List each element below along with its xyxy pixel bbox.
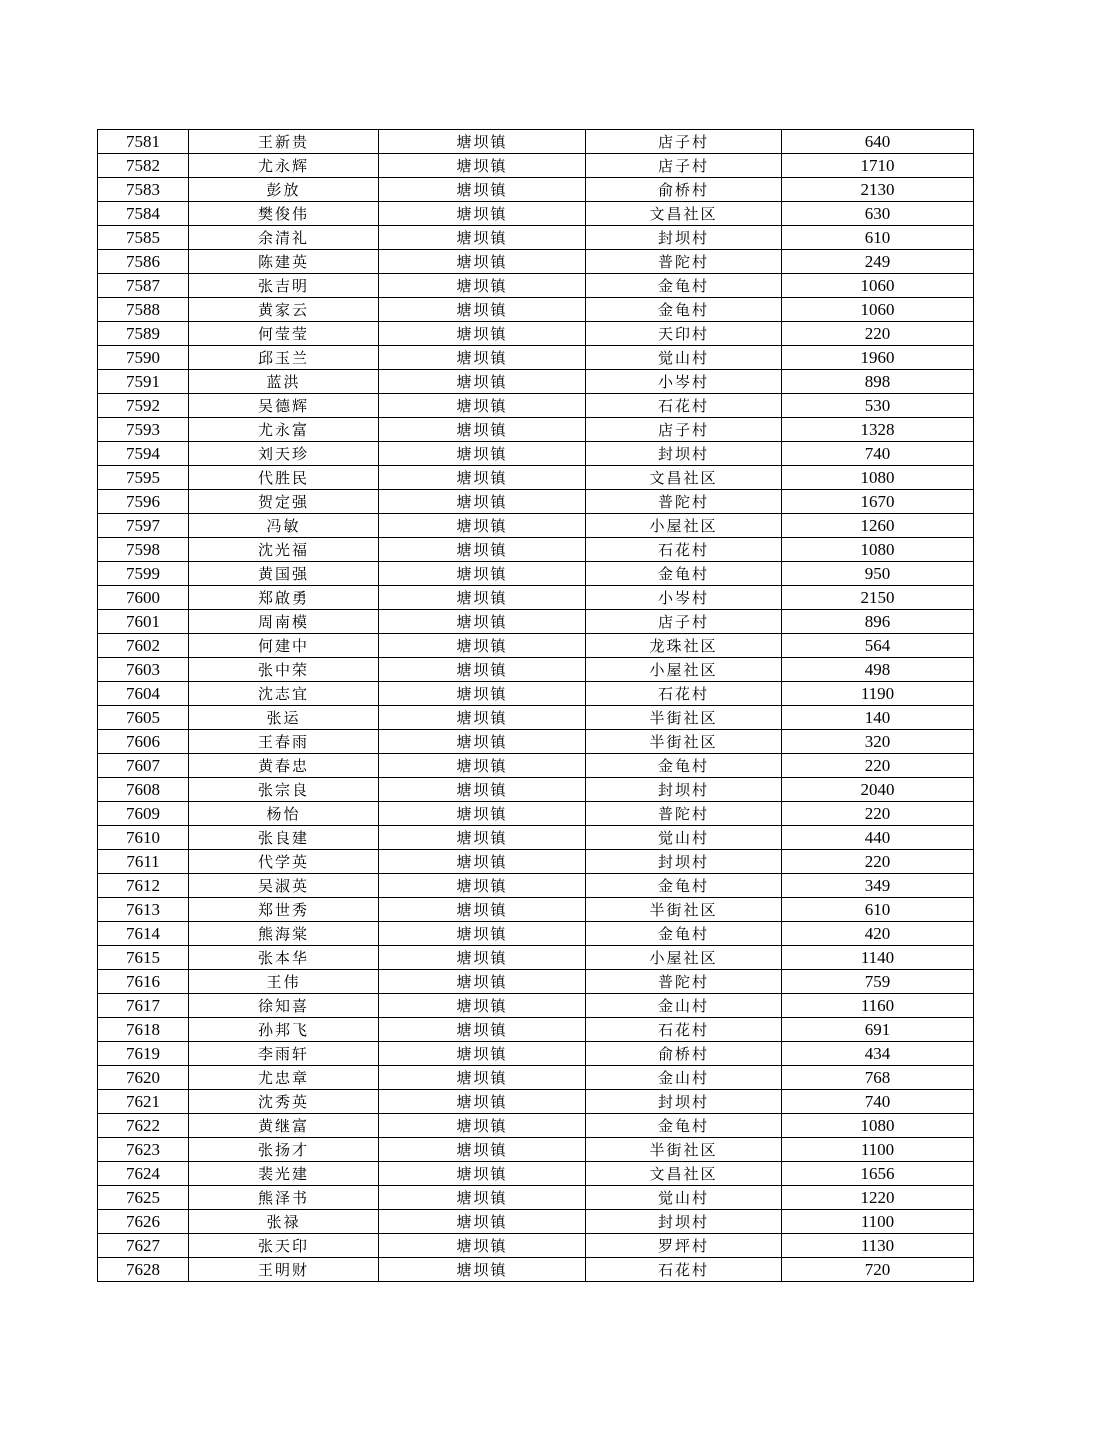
amount-cell: 564 bbox=[782, 634, 974, 658]
amount-cell: 1060 bbox=[782, 274, 974, 298]
table-row bbox=[98, 202, 974, 226]
person-name-cell: 黄继富 bbox=[189, 1114, 379, 1138]
row-number-cell: 7598 bbox=[98, 538, 189, 562]
table-row bbox=[98, 322, 974, 346]
person-name-cell: 周南模 bbox=[189, 610, 379, 634]
amount-cell: 1190 bbox=[782, 682, 974, 706]
village-cell: 金龟村 bbox=[586, 1114, 782, 1138]
town-cell: 塘坝镇 bbox=[379, 490, 586, 514]
table-row bbox=[98, 610, 974, 634]
amount-cell: 720 bbox=[782, 1258, 974, 1282]
village-cell: 文昌社区 bbox=[586, 202, 782, 226]
amount-cell: 220 bbox=[782, 754, 974, 778]
town-cell: 塘坝镇 bbox=[379, 850, 586, 874]
table-row bbox=[98, 298, 974, 322]
row-number-cell: 7600 bbox=[98, 586, 189, 610]
row-number-cell: 7625 bbox=[98, 1186, 189, 1210]
person-name-cell: 张扬才 bbox=[189, 1138, 379, 1162]
amount-cell: 140 bbox=[782, 706, 974, 730]
town-cell: 塘坝镇 bbox=[379, 1042, 586, 1066]
village-cell: 店子村 bbox=[586, 130, 782, 154]
person-name-cell: 郑啟勇 bbox=[189, 586, 379, 610]
town-cell: 塘坝镇 bbox=[379, 1090, 586, 1114]
table-row bbox=[98, 178, 974, 202]
amount-cell: 249 bbox=[782, 250, 974, 274]
amount-cell: 1160 bbox=[782, 994, 974, 1018]
amount-cell: 1080 bbox=[782, 538, 974, 562]
person-name-cell: 王伟 bbox=[189, 970, 379, 994]
table-row bbox=[98, 490, 974, 514]
town-cell: 塘坝镇 bbox=[379, 226, 586, 250]
person-name-cell: 徐知喜 bbox=[189, 994, 379, 1018]
table-row bbox=[98, 754, 974, 778]
row-number-cell: 7620 bbox=[98, 1066, 189, 1090]
person-name-cell: 吴淑英 bbox=[189, 874, 379, 898]
village-cell: 石花村 bbox=[586, 538, 782, 562]
town-cell: 塘坝镇 bbox=[379, 994, 586, 1018]
amount-cell: 691 bbox=[782, 1018, 974, 1042]
row-number-cell: 7624 bbox=[98, 1162, 189, 1186]
row-number-cell: 7616 bbox=[98, 970, 189, 994]
row-number-cell: 7587 bbox=[98, 274, 189, 298]
row-number-cell: 7617 bbox=[98, 994, 189, 1018]
row-number-cell: 7597 bbox=[98, 514, 189, 538]
village-cell: 小岑村 bbox=[586, 370, 782, 394]
row-number-cell: 7608 bbox=[98, 778, 189, 802]
town-cell: 塘坝镇 bbox=[379, 178, 586, 202]
village-cell: 普陀村 bbox=[586, 802, 782, 826]
table-row bbox=[98, 1186, 974, 1210]
village-cell: 石花村 bbox=[586, 682, 782, 706]
table-row bbox=[98, 586, 974, 610]
table-row bbox=[98, 1066, 974, 1090]
row-number-cell: 7627 bbox=[98, 1234, 189, 1258]
town-cell: 塘坝镇 bbox=[379, 922, 586, 946]
amount-cell: 640 bbox=[782, 130, 974, 154]
village-cell: 金山村 bbox=[586, 1066, 782, 1090]
table-row bbox=[98, 634, 974, 658]
town-cell: 塘坝镇 bbox=[379, 1114, 586, 1138]
town-cell: 塘坝镇 bbox=[379, 274, 586, 298]
town-cell: 塘坝镇 bbox=[379, 874, 586, 898]
roster-table bbox=[97, 129, 974, 1282]
town-cell: 塘坝镇 bbox=[379, 898, 586, 922]
row-number-cell: 7591 bbox=[98, 370, 189, 394]
amount-cell: 220 bbox=[782, 802, 974, 826]
person-name-cell: 张本华 bbox=[189, 946, 379, 970]
village-cell: 石花村 bbox=[586, 1018, 782, 1042]
row-number-cell: 7604 bbox=[98, 682, 189, 706]
row-number-cell: 7615 bbox=[98, 946, 189, 970]
town-cell: 塘坝镇 bbox=[379, 802, 586, 826]
row-number-cell: 7594 bbox=[98, 442, 189, 466]
table-row bbox=[98, 370, 974, 394]
person-name-cell: 张运 bbox=[189, 706, 379, 730]
row-number-cell: 7610 bbox=[98, 826, 189, 850]
village-cell: 封坝村 bbox=[586, 442, 782, 466]
town-cell: 塘坝镇 bbox=[379, 154, 586, 178]
table-row bbox=[98, 226, 974, 250]
village-cell: 金龟村 bbox=[586, 754, 782, 778]
amount-cell: 610 bbox=[782, 898, 974, 922]
amount-cell: 1328 bbox=[782, 418, 974, 442]
person-name-cell: 何莹莹 bbox=[189, 322, 379, 346]
village-cell: 小屋社区 bbox=[586, 658, 782, 682]
town-cell: 塘坝镇 bbox=[379, 130, 586, 154]
person-name-cell: 余清礼 bbox=[189, 226, 379, 250]
row-number-cell: 7599 bbox=[98, 562, 189, 586]
village-cell: 龙珠社区 bbox=[586, 634, 782, 658]
amount-cell: 1960 bbox=[782, 346, 974, 370]
table-row bbox=[98, 1162, 974, 1186]
table-row bbox=[98, 946, 974, 970]
village-cell: 小屋社区 bbox=[586, 514, 782, 538]
table-row bbox=[98, 418, 974, 442]
village-cell: 石花村 bbox=[586, 1258, 782, 1282]
row-number-cell: 7589 bbox=[98, 322, 189, 346]
row-number-cell: 7596 bbox=[98, 490, 189, 514]
town-cell: 塘坝镇 bbox=[379, 1234, 586, 1258]
town-cell: 塘坝镇 bbox=[379, 658, 586, 682]
table-row bbox=[98, 658, 974, 682]
table-row bbox=[98, 1114, 974, 1138]
row-number-cell: 7601 bbox=[98, 610, 189, 634]
row-number-cell: 7590 bbox=[98, 346, 189, 370]
person-name-cell: 沈志宜 bbox=[189, 682, 379, 706]
amount-cell: 320 bbox=[782, 730, 974, 754]
table-row bbox=[98, 442, 974, 466]
row-number-cell: 7607 bbox=[98, 754, 189, 778]
table-row bbox=[98, 898, 974, 922]
person-name-cell: 樊俊伟 bbox=[189, 202, 379, 226]
row-number-cell: 7592 bbox=[98, 394, 189, 418]
village-cell: 封坝村 bbox=[586, 226, 782, 250]
village-cell: 半街社区 bbox=[586, 898, 782, 922]
row-number-cell: 7581 bbox=[98, 130, 189, 154]
row-number-cell: 7626 bbox=[98, 1210, 189, 1234]
table-row bbox=[98, 1258, 974, 1282]
village-cell: 店子村 bbox=[586, 418, 782, 442]
town-cell: 塘坝镇 bbox=[379, 370, 586, 394]
town-cell: 塘坝镇 bbox=[379, 778, 586, 802]
town-cell: 塘坝镇 bbox=[379, 1138, 586, 1162]
row-number-cell: 7606 bbox=[98, 730, 189, 754]
town-cell: 塘坝镇 bbox=[379, 250, 586, 274]
village-cell: 封坝村 bbox=[586, 1210, 782, 1234]
row-number-cell: 7585 bbox=[98, 226, 189, 250]
row-number-cell: 7621 bbox=[98, 1090, 189, 1114]
town-cell: 塘坝镇 bbox=[379, 1066, 586, 1090]
person-name-cell: 张宗良 bbox=[189, 778, 379, 802]
person-name-cell: 王新贵 bbox=[189, 130, 379, 154]
person-name-cell: 尤永辉 bbox=[189, 154, 379, 178]
person-name-cell: 杨怡 bbox=[189, 802, 379, 826]
town-cell: 塘坝镇 bbox=[379, 418, 586, 442]
village-cell: 小屋社区 bbox=[586, 946, 782, 970]
amount-cell: 434 bbox=[782, 1042, 974, 1066]
row-number-cell: 7584 bbox=[98, 202, 189, 226]
town-cell: 塘坝镇 bbox=[379, 682, 586, 706]
table-row bbox=[98, 706, 974, 730]
amount-cell: 498 bbox=[782, 658, 974, 682]
village-cell: 封坝村 bbox=[586, 1090, 782, 1114]
row-number-cell: 7588 bbox=[98, 298, 189, 322]
village-cell: 石花村 bbox=[586, 394, 782, 418]
table-row bbox=[98, 562, 974, 586]
amount-cell: 610 bbox=[782, 226, 974, 250]
village-cell: 金龟村 bbox=[586, 298, 782, 322]
person-name-cell: 何建中 bbox=[189, 634, 379, 658]
village-cell: 普陀村 bbox=[586, 250, 782, 274]
amount-cell: 2130 bbox=[782, 178, 974, 202]
person-name-cell: 张禄 bbox=[189, 1210, 379, 1234]
table-row bbox=[98, 826, 974, 850]
town-cell: 塘坝镇 bbox=[379, 202, 586, 226]
person-name-cell: 吴德辉 bbox=[189, 394, 379, 418]
village-cell: 金龟村 bbox=[586, 922, 782, 946]
table-row bbox=[98, 1018, 974, 1042]
row-number-cell: 7609 bbox=[98, 802, 189, 826]
town-cell: 塘坝镇 bbox=[379, 1258, 586, 1282]
person-name-cell: 李雨轩 bbox=[189, 1042, 379, 1066]
village-cell: 文昌社区 bbox=[586, 466, 782, 490]
village-cell: 店子村 bbox=[586, 610, 782, 634]
town-cell: 塘坝镇 bbox=[379, 610, 586, 634]
village-cell: 金龟村 bbox=[586, 874, 782, 898]
row-number-cell: 7611 bbox=[98, 850, 189, 874]
town-cell: 塘坝镇 bbox=[379, 442, 586, 466]
amount-cell: 1080 bbox=[782, 466, 974, 490]
person-name-cell: 王明财 bbox=[189, 1258, 379, 1282]
table-row bbox=[98, 922, 974, 946]
town-cell: 塘坝镇 bbox=[379, 946, 586, 970]
town-cell: 塘坝镇 bbox=[379, 514, 586, 538]
town-cell: 塘坝镇 bbox=[379, 754, 586, 778]
amount-cell: 740 bbox=[782, 1090, 974, 1114]
village-cell: 罗坪村 bbox=[586, 1234, 782, 1258]
person-name-cell: 沈光福 bbox=[189, 538, 379, 562]
table-row bbox=[98, 250, 974, 274]
village-cell: 店子村 bbox=[586, 154, 782, 178]
town-cell: 塘坝镇 bbox=[379, 1162, 586, 1186]
table-row bbox=[98, 1210, 974, 1234]
person-name-cell: 孙邦飞 bbox=[189, 1018, 379, 1042]
table-row bbox=[98, 1234, 974, 1258]
person-name-cell: 王春雨 bbox=[189, 730, 379, 754]
village-cell: 金龟村 bbox=[586, 274, 782, 298]
person-name-cell: 代学英 bbox=[189, 850, 379, 874]
person-name-cell: 郑世秀 bbox=[189, 898, 379, 922]
amount-cell: 1140 bbox=[782, 946, 974, 970]
table-row bbox=[98, 1090, 974, 1114]
table-row bbox=[98, 154, 974, 178]
town-cell: 塘坝镇 bbox=[379, 706, 586, 730]
person-name-cell: 熊海棠 bbox=[189, 922, 379, 946]
row-number-cell: 7619 bbox=[98, 1042, 189, 1066]
amount-cell: 220 bbox=[782, 322, 974, 346]
person-name-cell: 沈秀英 bbox=[189, 1090, 379, 1114]
table-row bbox=[98, 802, 974, 826]
village-cell: 觉山村 bbox=[586, 1186, 782, 1210]
row-number-cell: 7603 bbox=[98, 658, 189, 682]
row-number-cell: 7612 bbox=[98, 874, 189, 898]
row-number-cell: 7602 bbox=[98, 634, 189, 658]
village-cell: 半街社区 bbox=[586, 730, 782, 754]
table-row bbox=[98, 346, 974, 370]
amount-cell: 1130 bbox=[782, 1234, 974, 1258]
person-name-cell: 熊泽书 bbox=[189, 1186, 379, 1210]
amount-cell: 1080 bbox=[782, 1114, 974, 1138]
town-cell: 塘坝镇 bbox=[379, 1018, 586, 1042]
amount-cell: 1710 bbox=[782, 154, 974, 178]
person-name-cell: 黄国强 bbox=[189, 562, 379, 586]
row-number-cell: 7618 bbox=[98, 1018, 189, 1042]
amount-cell: 1656 bbox=[782, 1162, 974, 1186]
town-cell: 塘坝镇 bbox=[379, 586, 586, 610]
table-row bbox=[98, 394, 974, 418]
person-name-cell: 黄春忠 bbox=[189, 754, 379, 778]
village-cell: 文昌社区 bbox=[586, 1162, 782, 1186]
row-number-cell: 7622 bbox=[98, 1114, 189, 1138]
village-cell: 俞桥村 bbox=[586, 178, 782, 202]
person-name-cell: 贺定强 bbox=[189, 490, 379, 514]
amount-cell: 898 bbox=[782, 370, 974, 394]
town-cell: 塘坝镇 bbox=[379, 322, 586, 346]
amount-cell: 440 bbox=[782, 826, 974, 850]
town-cell: 塘坝镇 bbox=[379, 1210, 586, 1234]
table-row bbox=[98, 874, 974, 898]
person-name-cell: 张中荣 bbox=[189, 658, 379, 682]
village-cell: 金龟村 bbox=[586, 562, 782, 586]
row-number-cell: 7582 bbox=[98, 154, 189, 178]
amount-cell: 420 bbox=[782, 922, 974, 946]
row-number-cell: 7614 bbox=[98, 922, 189, 946]
amount-cell: 759 bbox=[782, 970, 974, 994]
village-cell: 半街社区 bbox=[586, 706, 782, 730]
row-number-cell: 7605 bbox=[98, 706, 189, 730]
table-row bbox=[98, 994, 974, 1018]
person-name-cell: 黄家云 bbox=[189, 298, 379, 322]
amount-cell: 2040 bbox=[782, 778, 974, 802]
table-row bbox=[98, 1138, 974, 1162]
village-cell: 封坝村 bbox=[586, 778, 782, 802]
amount-cell: 1220 bbox=[782, 1186, 974, 1210]
amount-cell: 1100 bbox=[782, 1138, 974, 1162]
person-name-cell: 尤永富 bbox=[189, 418, 379, 442]
amount-cell: 1060 bbox=[782, 298, 974, 322]
amount-cell: 1260 bbox=[782, 514, 974, 538]
person-name-cell: 裴光建 bbox=[189, 1162, 379, 1186]
table-row bbox=[98, 682, 974, 706]
person-name-cell: 蓝洪 bbox=[189, 370, 379, 394]
table-row bbox=[98, 778, 974, 802]
row-number-cell: 7623 bbox=[98, 1138, 189, 1162]
amount-cell: 1100 bbox=[782, 1210, 974, 1234]
amount-cell: 630 bbox=[782, 202, 974, 226]
amount-cell: 950 bbox=[782, 562, 974, 586]
amount-cell: 220 bbox=[782, 850, 974, 874]
amount-cell: 768 bbox=[782, 1066, 974, 1090]
town-cell: 塘坝镇 bbox=[379, 826, 586, 850]
person-name-cell: 张吉明 bbox=[189, 274, 379, 298]
town-cell: 塘坝镇 bbox=[379, 538, 586, 562]
amount-cell: 1670 bbox=[782, 490, 974, 514]
roster-table-body bbox=[98, 130, 974, 1282]
row-number-cell: 7613 bbox=[98, 898, 189, 922]
town-cell: 塘坝镇 bbox=[379, 730, 586, 754]
person-name-cell: 陈建英 bbox=[189, 250, 379, 274]
amount-cell: 2150 bbox=[782, 586, 974, 610]
town-cell: 塘坝镇 bbox=[379, 1186, 586, 1210]
town-cell: 塘坝镇 bbox=[379, 634, 586, 658]
person-name-cell: 代胜民 bbox=[189, 466, 379, 490]
table-row bbox=[98, 1042, 974, 1066]
table-row bbox=[98, 514, 974, 538]
amount-cell: 740 bbox=[782, 442, 974, 466]
table-row bbox=[98, 730, 974, 754]
table-row bbox=[98, 538, 974, 562]
village-cell: 半街社区 bbox=[586, 1138, 782, 1162]
village-cell: 普陀村 bbox=[586, 970, 782, 994]
town-cell: 塘坝镇 bbox=[379, 394, 586, 418]
town-cell: 塘坝镇 bbox=[379, 466, 586, 490]
person-name-cell: 彭放 bbox=[189, 178, 379, 202]
village-cell: 觉山村 bbox=[586, 346, 782, 370]
row-number-cell: 7593 bbox=[98, 418, 189, 442]
row-number-cell: 7595 bbox=[98, 466, 189, 490]
table-row bbox=[98, 274, 974, 298]
village-cell: 觉山村 bbox=[586, 826, 782, 850]
village-cell: 小岑村 bbox=[586, 586, 782, 610]
village-cell: 俞桥村 bbox=[586, 1042, 782, 1066]
person-name-cell: 冯敏 bbox=[189, 514, 379, 538]
row-number-cell: 7586 bbox=[98, 250, 189, 274]
row-number-cell: 7628 bbox=[98, 1258, 189, 1282]
row-number-cell: 7583 bbox=[98, 178, 189, 202]
town-cell: 塘坝镇 bbox=[379, 970, 586, 994]
amount-cell: 896 bbox=[782, 610, 974, 634]
amount-cell: 530 bbox=[782, 394, 974, 418]
village-cell: 封坝村 bbox=[586, 850, 782, 874]
table-row bbox=[98, 970, 974, 994]
table-row bbox=[98, 466, 974, 490]
amount-cell: 349 bbox=[782, 874, 974, 898]
person-name-cell: 张良建 bbox=[189, 826, 379, 850]
village-cell: 金山村 bbox=[586, 994, 782, 1018]
person-name-cell: 尤忠章 bbox=[189, 1066, 379, 1090]
village-cell: 普陀村 bbox=[586, 490, 782, 514]
village-cell: 天印村 bbox=[586, 322, 782, 346]
person-name-cell: 邱玉兰 bbox=[189, 346, 379, 370]
person-name-cell: 张天印 bbox=[189, 1234, 379, 1258]
table-row bbox=[98, 850, 974, 874]
person-name-cell: 刘天珍 bbox=[189, 442, 379, 466]
town-cell: 塘坝镇 bbox=[379, 298, 586, 322]
table-row bbox=[98, 130, 974, 154]
town-cell: 塘坝镇 bbox=[379, 562, 586, 586]
town-cell: 塘坝镇 bbox=[379, 346, 586, 370]
